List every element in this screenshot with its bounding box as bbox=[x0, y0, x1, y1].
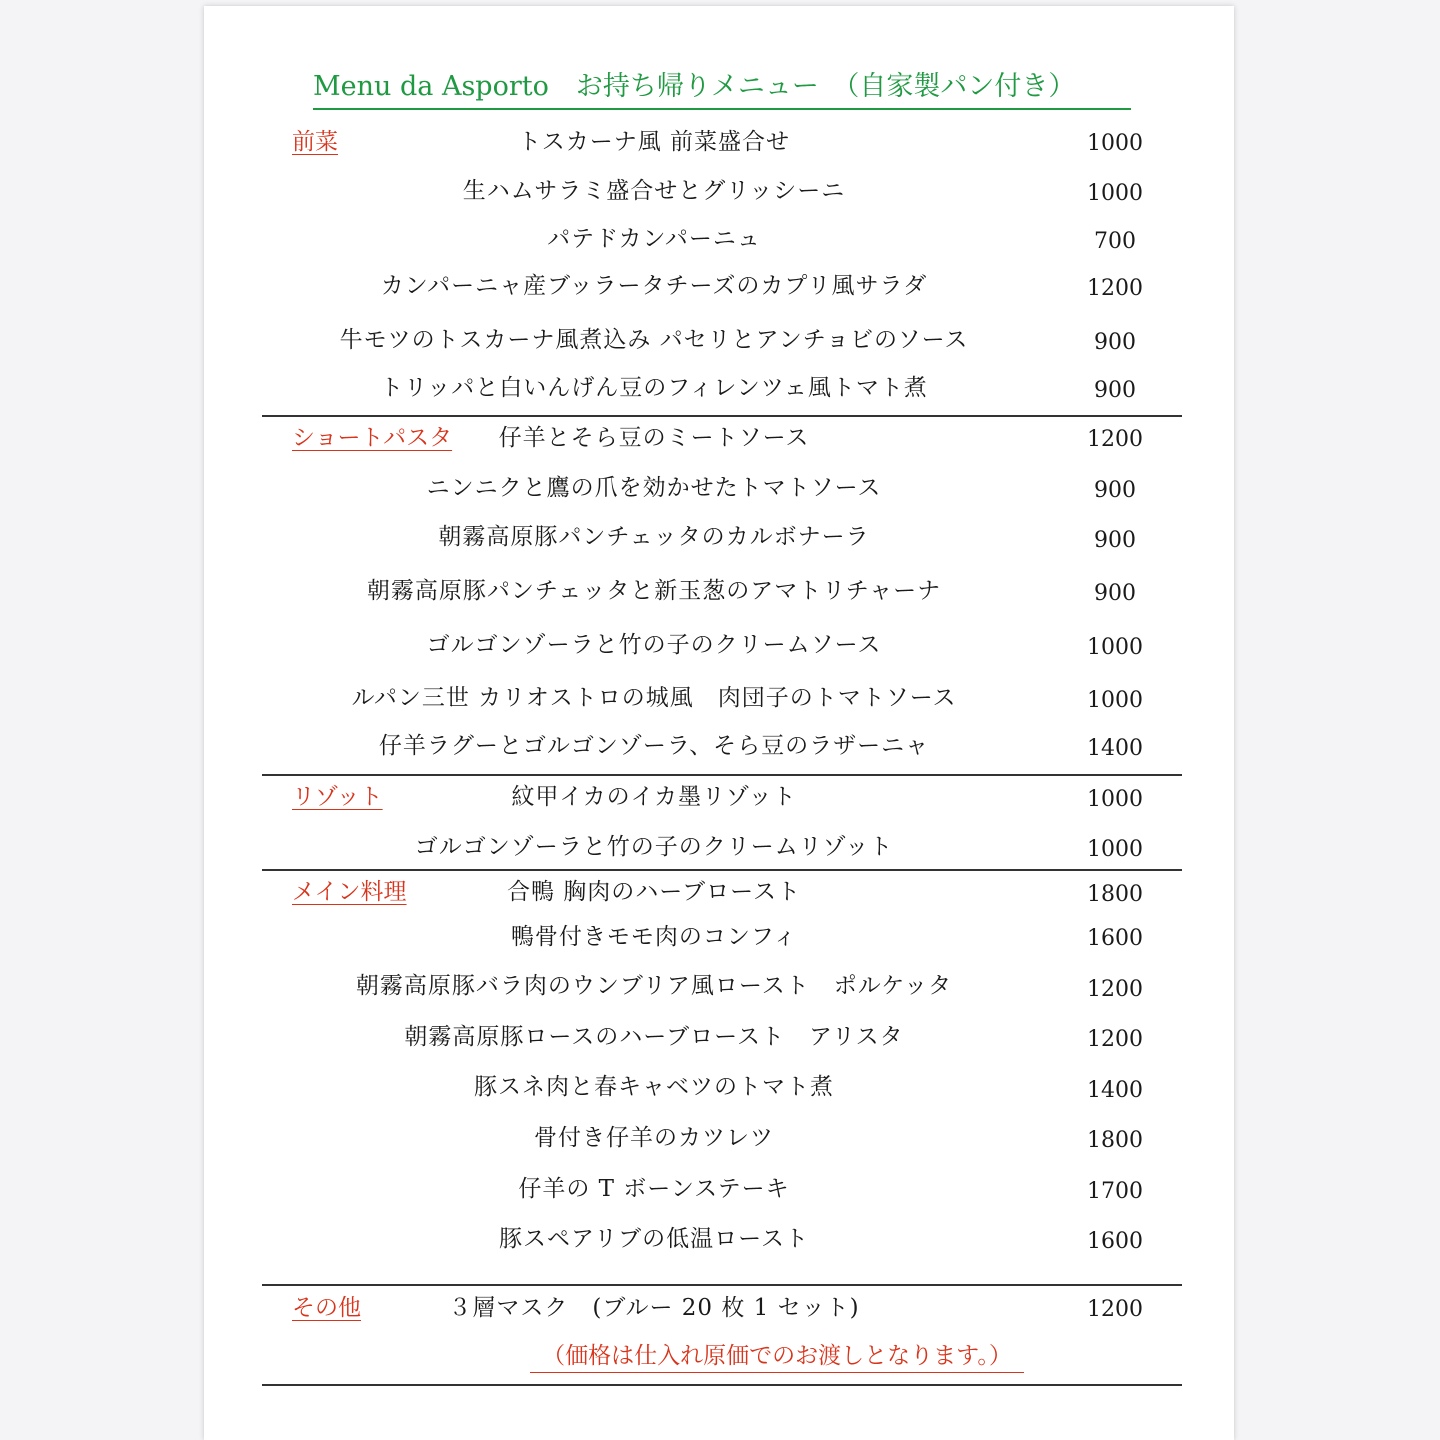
menu-title: Menu da Asporto お持ち帰りメニュー （自家製パン付き） bbox=[313, 66, 1131, 110]
menu-item-price: 900 bbox=[1094, 581, 1136, 606]
menu-item-name: 仔羊とそら豆のミートソース bbox=[498, 425, 810, 451]
menu-item-name: 仔羊の T ボーンステーキ bbox=[518, 1176, 790, 1202]
menu-item-price: 1600 bbox=[1087, 1229, 1143, 1254]
menu-item-price: 700 bbox=[1094, 229, 1136, 254]
category-risotto: リゾット bbox=[292, 784, 383, 810]
menu-item-price: 1200 bbox=[1087, 276, 1143, 301]
menu-item-name: 朝霧高原豚ロースのハーブロースト アリスタ bbox=[404, 1024, 904, 1050]
menu-item-price: 1700 bbox=[1087, 1179, 1143, 1204]
menu-item-price: 900 bbox=[1094, 378, 1136, 403]
menu-item-price: 900 bbox=[1094, 528, 1136, 553]
menu-item-name: ゴルゴンゾーラと竹の子のクリームリゾット bbox=[414, 834, 894, 860]
menu-item-name: 仔羊ラグーとゴルゴンゾーラ、そら豆のラザーニャ bbox=[378, 733, 930, 759]
menu-item-price: 1000 bbox=[1087, 635, 1143, 660]
menu-item-price: 1600 bbox=[1087, 926, 1143, 951]
section-divider bbox=[262, 1284, 1182, 1286]
menu-item-name: トリッパと白いんげん豆のフィレンツェ風トマト煮 bbox=[380, 375, 928, 401]
menu-item-price: 1000 bbox=[1087, 787, 1143, 812]
menu-item-name: 豚スネ肉と春キャベツのトマト煮 bbox=[474, 1074, 834, 1100]
menu-item-price: 1000 bbox=[1087, 181, 1143, 206]
menu-item-name: 豚スペアリブの低温ロースト bbox=[499, 1226, 809, 1252]
menu-item-name: カンパーニャ産ブッラータチーズのカプリ風サラダ bbox=[380, 273, 928, 299]
category-short-pasta: ショートパスタ bbox=[292, 425, 453, 451]
menu-item-price: 1000 bbox=[1087, 131, 1143, 156]
menu-item-price: 900 bbox=[1094, 330, 1136, 355]
section-divider bbox=[262, 1384, 1182, 1386]
menu-item-name: ゴルゴンゾーラと竹の子のクリームソース bbox=[426, 632, 882, 658]
menu-item-price: 1000 bbox=[1087, 688, 1143, 713]
menu-item-price: 1800 bbox=[1087, 1128, 1143, 1153]
section-divider bbox=[262, 869, 1182, 871]
menu-item-name: 合鴨 胸肉のハーブロースト bbox=[506, 879, 801, 905]
menu-item-name: 朝霧高原豚バラ肉のウンブリア風ロースト ポルケッタ bbox=[355, 973, 953, 999]
menu-item-price: 1200 bbox=[1087, 1297, 1143, 1322]
menu-item-price: 900 bbox=[1094, 478, 1136, 503]
menu-item-price: 1800 bbox=[1087, 882, 1143, 907]
menu-item-price: 1200 bbox=[1087, 977, 1143, 1002]
menu-item-price: 1200 bbox=[1087, 1027, 1143, 1052]
menu-item-name: ニンニクと鷹の爪を効かせたトマトソース bbox=[426, 475, 882, 501]
category-main-dish: メイン料理 bbox=[292, 879, 407, 905]
menu-item-price: 1000 bbox=[1087, 837, 1143, 862]
section-divider bbox=[262, 415, 1182, 417]
menu-item-name: ルパン三世 カリオストロの城風 肉団子のトマトソース bbox=[351, 685, 957, 711]
menu-item-name: 牛モツのトスカーナ風煮込み パセリとアンチョビのソース bbox=[339, 327, 969, 353]
menu-item-name: 鴨骨付きモモ肉のコンフィ bbox=[510, 924, 798, 950]
menu-item-price: 1200 bbox=[1087, 427, 1143, 452]
section-divider bbox=[262, 774, 1182, 776]
menu-item-name: 朝霧高原豚パンチェッタのカルボナーラ bbox=[438, 524, 870, 550]
menu-item-name: 生ハムサラミ盛合せとグリッシーニ bbox=[462, 178, 846, 204]
menu-item-name: 朝霧高原豚パンチェッタと新玉葱のアマトリチャーナ bbox=[366, 578, 942, 604]
menu-item-name: トスカーナ風 前菜盛合せ bbox=[517, 129, 791, 155]
menu-item-name: パテドカンパーニュ bbox=[547, 226, 761, 252]
menu-item-price: 1400 bbox=[1087, 736, 1143, 761]
menu-item-name: 紋甲イカのイカ墨リゾット bbox=[511, 784, 797, 810]
price-note: （価格は仕入れ原価でのお渡しとなります。） bbox=[530, 1340, 1024, 1373]
category-appetizer: 前菜 bbox=[292, 129, 338, 155]
menu-item-price: 1400 bbox=[1087, 1078, 1143, 1103]
menu-item-name: 骨付き仔羊のカツレツ bbox=[534, 1125, 774, 1151]
menu-item-name: ３層マスク (ブルー 20 枚 1 セット) bbox=[448, 1295, 860, 1321]
category-other: その他 bbox=[292, 1295, 361, 1321]
